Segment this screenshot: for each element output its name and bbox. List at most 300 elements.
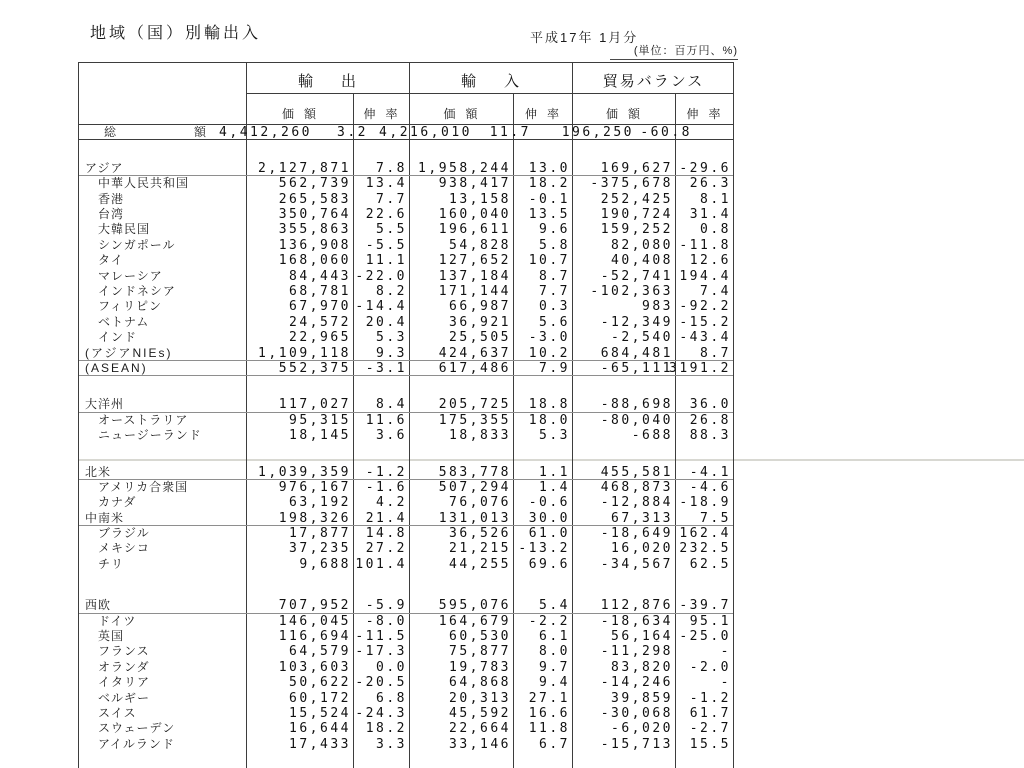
export_rate: -24.3 [355, 706, 407, 721]
import_value: 595,076 [438, 598, 511, 614]
import_value-cell [409, 330, 513, 345]
export_value-cell [246, 495, 353, 510]
export_rate-cell [353, 541, 409, 556]
balance_value: 159,252 [600, 222, 673, 238]
import_value: 76,076 [449, 495, 511, 511]
import_value: 196,611 [438, 222, 511, 238]
table-row [79, 465, 733, 480]
table-row [79, 238, 733, 253]
import_value-cell [409, 526, 513, 541]
subheader-char: 伸 [686, 107, 700, 121]
export_rate-cell [353, 675, 409, 690]
import_value-cell [409, 557, 513, 572]
export_value-cell [246, 330, 353, 345]
balance_value-cell [572, 397, 675, 411]
balance_rate: -43.4 [679, 330, 731, 346]
import_value: 4,216,010 [379, 125, 472, 140]
table-row [79, 161, 733, 176]
export_value-cell [246, 691, 353, 706]
import_rate-cell [513, 361, 572, 375]
export_rate-cell [353, 598, 409, 612]
export_value-cell [246, 346, 353, 360]
balance_rate-cell [669, 360, 733, 376]
balance_rate: 95.1 [689, 613, 731, 629]
balance_rate: -25.0 [679, 629, 731, 645]
balance_rate-cell [636, 125, 694, 139]
balance_rate-cell [675, 706, 733, 721]
import_value: 33,146 [449, 736, 511, 752]
export_value: 552,375 [278, 360, 351, 376]
export_rate-cell [353, 691, 409, 706]
export_rate-cell [353, 299, 409, 314]
export_value: 67,970 [289, 299, 351, 315]
balance_value-cell [572, 644, 675, 659]
import_rate: 27.1 [528, 690, 570, 706]
balance_rate: 232.5 [679, 541, 731, 557]
export_rate-cell [353, 706, 409, 721]
export_value: 2,127,871 [258, 160, 351, 176]
balance_rate: -92.2 [679, 299, 731, 315]
import_rate-cell [513, 721, 572, 736]
table-row [79, 397, 733, 412]
export_value: 117,027 [278, 397, 351, 413]
balance-rate-subheader [675, 105, 733, 122]
balance_rate-cell [675, 253, 733, 268]
export_value: 265,583 [278, 191, 351, 207]
table-row [79, 222, 733, 237]
import_rate: 5.4 [539, 598, 570, 614]
import_rate: 5.3 [539, 428, 570, 444]
export_rate: -1.6 [365, 479, 407, 495]
import_value-cell [409, 706, 513, 721]
row-label: 英国 [98, 629, 125, 644]
import_value: 25,505 [449, 330, 511, 346]
export_rate-cell [353, 284, 409, 299]
import_value: 44,255 [449, 556, 511, 572]
export_rate-cell [353, 269, 409, 284]
import_value: 60,530 [449, 629, 511, 645]
import_value-cell [409, 161, 513, 175]
table-row [79, 644, 733, 659]
import_rate: 6.1 [539, 629, 570, 645]
subheader-char: 伸 [363, 107, 377, 121]
export_rate-cell [353, 629, 409, 644]
balance_value-cell [572, 541, 675, 556]
export_value: 60,172 [289, 690, 351, 706]
balance_rate-cell [675, 397, 733, 411]
export_value-cell [246, 511, 353, 525]
export_rate: 5.5 [376, 222, 407, 238]
export_rate-cell [353, 253, 409, 268]
export_value-cell [246, 660, 353, 675]
export_value: 976,167 [278, 479, 351, 495]
row-label: 台湾 [98, 207, 125, 222]
export_rate: -8.0 [365, 613, 407, 629]
balance_rate: 3191.2 [669, 360, 731, 376]
balance_value: -80,040 [600, 412, 673, 428]
balance_value-cell [572, 238, 675, 253]
balance_value-cell [572, 629, 675, 644]
import_rate-cell [513, 675, 572, 690]
import_rate: 13.0 [528, 160, 570, 176]
export_value-cell [246, 706, 353, 721]
balance_value-cell [572, 706, 675, 721]
export_value: 116,694 [278, 629, 351, 645]
import_rate-cell [513, 176, 572, 191]
import_rate: 30.0 [528, 510, 570, 526]
balance_value-cell [572, 361, 675, 375]
table-row [79, 557, 733, 572]
import_value: 171,144 [438, 284, 511, 300]
import_value: 54,828 [449, 237, 511, 253]
table-row [79, 691, 733, 706]
row-label: アイルランド [98, 736, 175, 751]
import_rate: 8.7 [539, 268, 570, 284]
import_rate-cell [513, 598, 572, 612]
export_rate: 3.6 [376, 428, 407, 444]
table-row [79, 511, 733, 526]
balance_rate: 31.4 [689, 207, 731, 223]
export_rate: -22.0 [355, 268, 407, 284]
export_value-cell [246, 465, 353, 479]
export_value-cell [246, 269, 353, 284]
export_rate-cell [353, 557, 409, 572]
balance_value-cell [572, 284, 675, 299]
export_rate: 3.3 [376, 736, 407, 752]
export_value: 136,908 [278, 237, 351, 253]
import_value: 424,637 [438, 345, 511, 361]
balance_rate-cell [675, 315, 733, 330]
export_value-cell [246, 614, 353, 629]
export_rate: 7.8 [376, 160, 407, 176]
row-label: 西欧 [85, 598, 112, 613]
balance_value: -34,567 [600, 556, 673, 572]
balance_rate: 88.3 [689, 428, 731, 444]
export_value: 68,781 [289, 284, 351, 300]
balance_rate-cell [675, 557, 733, 572]
balance_value-cell [572, 511, 675, 525]
import_rate-cell [513, 428, 572, 443]
import_value-cell [409, 644, 513, 659]
export_rate: -20.5 [355, 675, 407, 691]
import_value: 13,158 [449, 191, 511, 207]
subheader-char: 価 [443, 107, 457, 121]
row-label: フィリピン [98, 299, 163, 314]
row-label: 大韓民国 [98, 222, 151, 237]
export_value: 562,739 [278, 176, 351, 192]
import_value-cell [409, 511, 513, 525]
export_value-cell [246, 238, 353, 253]
table-row [79, 125, 733, 140]
balance_rate: -60.8 [640, 125, 692, 140]
row-label: インドネシア [98, 284, 176, 299]
table-row [79, 737, 733, 752]
export_rate: 9.3 [376, 345, 407, 361]
export_value-cell [246, 598, 353, 612]
export_rate-cell [353, 161, 409, 175]
balance_value-cell [572, 299, 675, 314]
balance_rate-cell [675, 428, 733, 443]
balance_value-cell [572, 222, 675, 237]
balance_rate: 8.7 [700, 345, 731, 361]
export_value: 9,688 [299, 556, 351, 572]
import_value: 36,921 [449, 314, 511, 330]
import_rate-cell [513, 465, 572, 479]
import_value: 617,486 [438, 360, 511, 376]
balance_rate-cell [675, 495, 733, 510]
unit-note: (単位：百万円、%) [610, 42, 738, 60]
export_rate: 21.4 [365, 510, 407, 526]
row-label-char: 額 [193, 125, 207, 139]
export_value-cell [246, 737, 353, 752]
balance_value-cell [572, 557, 675, 572]
balance_value: 169,627 [600, 160, 673, 176]
table-row [79, 495, 733, 510]
balance_rate-cell [675, 222, 733, 237]
balance_rate-cell [675, 721, 733, 736]
table-spacer-row [79, 140, 733, 161]
balance_value-cell [572, 176, 675, 191]
balance_value: 190,724 [600, 207, 673, 223]
import_value: 1,958,244 [418, 160, 511, 176]
import_value: 21,215 [449, 541, 511, 557]
balance_value-cell [572, 465, 675, 479]
export_rate-cell [353, 361, 409, 375]
import_value-cell [409, 238, 513, 253]
balance_value: -11,298 [600, 644, 673, 660]
row-label: ブラジル [98, 526, 150, 541]
export-group-header [247, 70, 409, 91]
export_rate: -5.9 [365, 598, 407, 614]
balance_rate: -11.8 [679, 237, 731, 253]
balance_rate: 61.7 [689, 706, 731, 721]
export_value: 64,579 [289, 644, 351, 660]
import_value-cell [409, 629, 513, 644]
import_rate: 9.7 [539, 659, 570, 675]
export_value-cell [246, 207, 353, 222]
import_rate-cell [513, 207, 572, 222]
export_rate-cell [353, 495, 409, 510]
row-label: イタリア [98, 675, 151, 690]
import_value-cell [409, 465, 513, 479]
row-label: オランダ [98, 659, 150, 674]
import_rate: -0.1 [528, 191, 570, 207]
import_rate: 8.0 [539, 644, 570, 660]
balance_value: -6,020 [611, 721, 673, 737]
table-spacer-row [79, 376, 733, 397]
balance_rate: 0.8 [700, 222, 731, 238]
export_rate: 14.8 [365, 526, 407, 542]
row-label: カナダ [98, 495, 137, 510]
balance_value-cell [572, 526, 675, 541]
row-label: ベルギー [98, 690, 151, 705]
export_rate-cell [353, 330, 409, 345]
export_value: 15,524 [289, 706, 351, 721]
import_rate: -3.0 [528, 330, 570, 346]
period-label: 平成17年 1月分 [530, 30, 639, 45]
balance_rate-cell [675, 675, 733, 690]
import_rate: 7.9 [539, 360, 570, 376]
balance_rate: 12.6 [689, 253, 731, 269]
balance_value: -688 [631, 428, 673, 444]
table-row [79, 361, 733, 376]
export_rate: 3.2 [337, 125, 368, 140]
balance_value-cell [572, 253, 675, 268]
import-group-char1: 輸 [460, 73, 478, 90]
balance_value: 67,313 [611, 510, 673, 526]
import-group-header [410, 70, 572, 91]
import_value: 75,877 [449, 644, 511, 660]
export_rate-cell [353, 222, 409, 237]
table-row [79, 721, 733, 736]
table-row [79, 660, 733, 675]
balance_rate-cell [675, 238, 733, 253]
balance_rate-cell [675, 644, 733, 659]
import_rate-cell [513, 480, 572, 495]
table-spacer-row [79, 444, 733, 465]
table-row [79, 598, 733, 613]
balance_value-cell [572, 315, 675, 330]
balance_value-cell [533, 125, 636, 139]
import_value: 131,013 [438, 510, 511, 526]
balance_value: -375,678 [590, 176, 673, 192]
import_rate: 18.2 [528, 176, 570, 192]
export_rate-cell [353, 644, 409, 659]
row-label: ベトナム [98, 314, 150, 329]
table-row [79, 526, 733, 541]
import_rate-cell [513, 526, 572, 541]
table-row [79, 330, 733, 345]
balance_rate: 15.5 [689, 736, 731, 752]
balance_rate: 26.8 [689, 412, 731, 428]
table-row [79, 629, 733, 644]
export_value: 146,045 [278, 613, 351, 629]
row-label: 北米 [85, 464, 112, 479]
export_rate-cell [353, 428, 409, 443]
export_value-cell [246, 557, 353, 572]
export_value: 350,764 [278, 207, 351, 223]
import_rate: 7.7 [539, 284, 570, 300]
export_rate-cell [353, 346, 409, 360]
table-row [79, 192, 733, 207]
row-label: インド [98, 330, 138, 345]
export_rate: -5.5 [365, 237, 407, 253]
balance_rate: -4.1 [689, 464, 731, 480]
row-label: アジア [85, 160, 124, 175]
export_rate-cell [353, 192, 409, 207]
balance_value-cell [572, 495, 675, 510]
import_rate: 0.3 [539, 299, 570, 315]
export_rate-cell [353, 480, 409, 495]
row-label-char: 総 [104, 125, 118, 139]
table-row [79, 706, 733, 721]
export_rate-cell [353, 660, 409, 675]
import_value: 19,783 [449, 659, 511, 675]
import_rate: 9.6 [539, 222, 570, 238]
row-label: 大洋州 [85, 397, 125, 412]
balance_value-cell [572, 721, 675, 736]
import_rate: 18.0 [528, 412, 570, 428]
export_rate: 4.2 [376, 495, 407, 511]
export_value: 707,952 [278, 598, 351, 614]
balance_rate: - [720, 644, 731, 660]
import_rate-cell [513, 315, 572, 330]
export_value-cell [246, 480, 353, 495]
balance_value: 455,581 [600, 464, 673, 480]
export_value: 168,060 [278, 253, 351, 269]
row-label: ドイツ [98, 613, 137, 628]
import_rate-cell [513, 397, 572, 411]
import_value: 160,040 [438, 207, 511, 223]
table-spacer-row [79, 572, 733, 598]
import_value-cell [409, 737, 513, 752]
import_rate-cell [513, 161, 572, 175]
row-label: 中華人民共和国 [98, 176, 190, 191]
import_rate: 16.6 [528, 706, 570, 721]
balance_rate: -39.7 [679, 598, 731, 614]
balance_value: -102,363 [590, 284, 673, 300]
balance_value: -52,741 [600, 268, 673, 284]
balance_value: -18,649 [600, 526, 673, 542]
import_rate-cell [513, 557, 572, 572]
export_value: 18,145 [289, 428, 351, 444]
row-label: ニュージーランド [98, 428, 202, 443]
export_value-cell [246, 176, 353, 191]
table-row [79, 315, 733, 330]
import_rate-cell [513, 541, 572, 556]
page-title: 地域（国）別輸出入 [90, 25, 262, 42]
balance_rate-cell [675, 660, 733, 675]
subheader-char: 額 [465, 107, 479, 121]
balance_value-cell [572, 207, 675, 222]
import_value-cell [409, 253, 513, 268]
balance_rate-cell [675, 284, 733, 299]
balance_rate-cell [675, 413, 733, 428]
subheader-char: 額 [304, 107, 318, 121]
export_rate: 5.3 [376, 330, 407, 346]
import_value: 127,652 [438, 253, 511, 269]
row-label: タイ [98, 253, 124, 268]
balance_value: 56,164 [611, 629, 673, 645]
export_value-cell [246, 675, 353, 690]
row-label: (ASEAN) [85, 360, 148, 375]
import_rate: 5.6 [539, 314, 570, 330]
balance_rate: - [720, 675, 731, 691]
balance_rate: -2.0 [689, 659, 731, 675]
balance_rate: 194.4 [679, 268, 731, 284]
export_rate-cell [353, 176, 409, 191]
balance_rate-cell [675, 161, 733, 175]
export_value: 4,412,260 [219, 125, 312, 140]
balance-group-header: 貿易バランス [602, 73, 705, 90]
balance_value-cell [572, 691, 675, 706]
row-label [79, 125, 207, 139]
balance_rate-cell [675, 299, 733, 314]
export_rate: -11.5 [355, 629, 407, 645]
export-value-subheader [246, 105, 353, 122]
balance_value: 252,425 [600, 191, 673, 207]
balance_rate-cell [675, 192, 733, 207]
import_rate-cell [513, 614, 572, 629]
import_rate-cell [513, 253, 572, 268]
row-label: フランス [98, 644, 150, 659]
import_value-cell [409, 691, 513, 706]
export_value-cell [246, 397, 353, 411]
export_rate: 6.8 [376, 690, 407, 706]
table-row [79, 541, 733, 556]
balance_value: 468,873 [600, 479, 673, 495]
import_rate: -13.2 [518, 541, 570, 557]
